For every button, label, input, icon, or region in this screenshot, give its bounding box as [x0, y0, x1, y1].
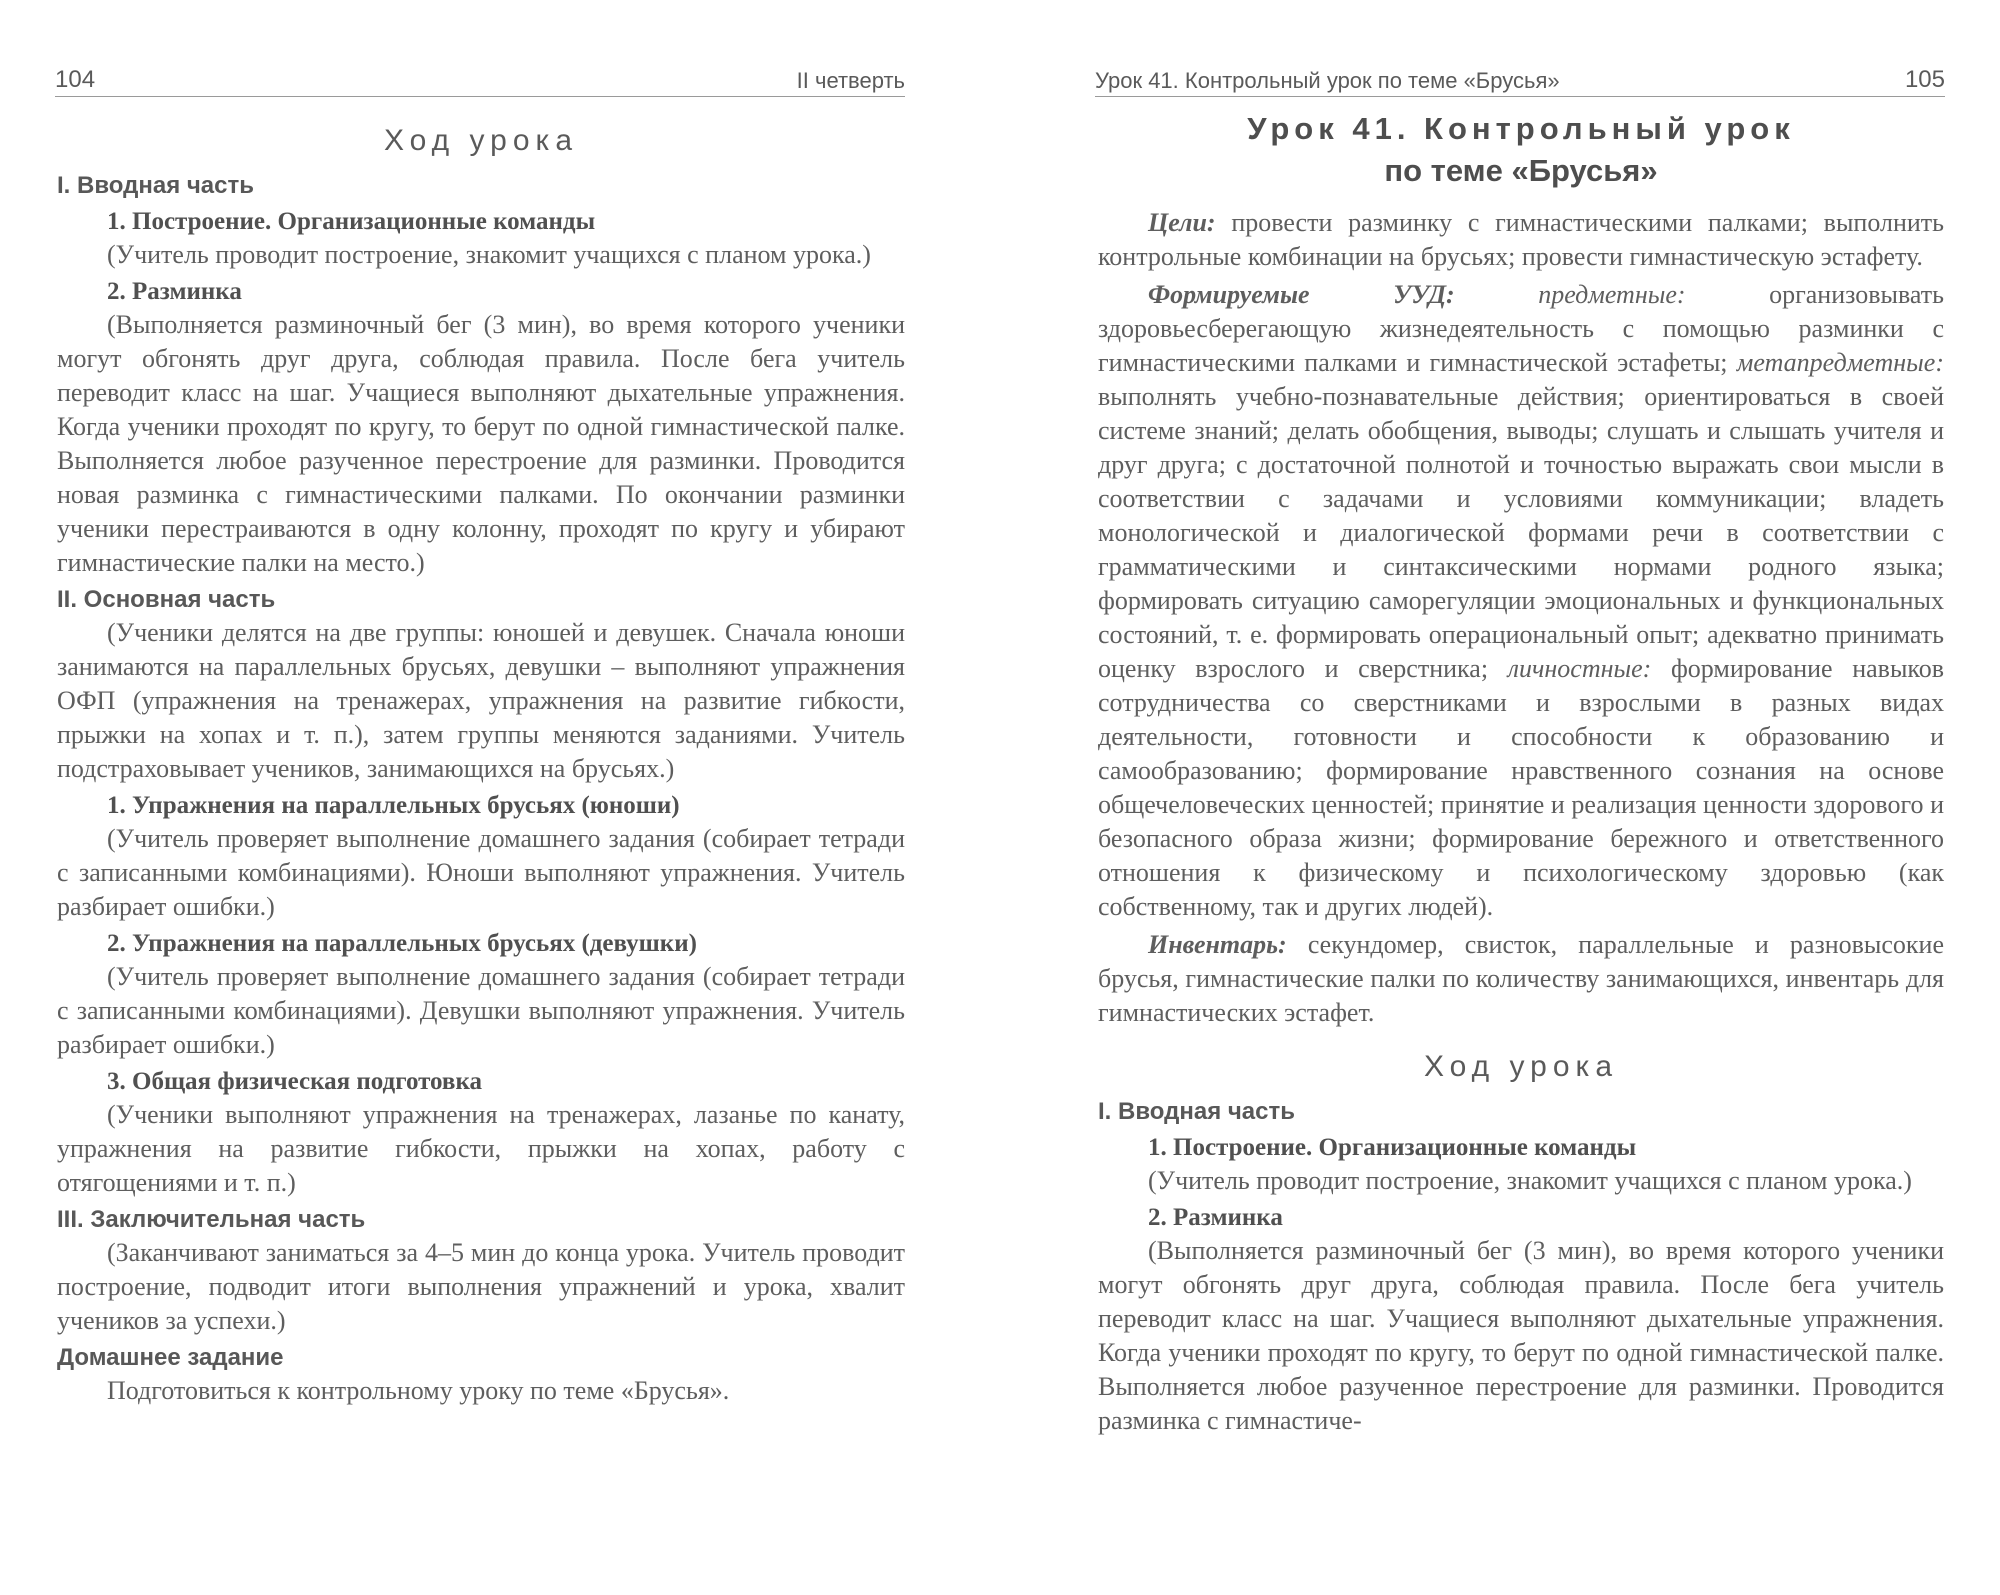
lesson-title [1098, 108, 1944, 192]
subsection-bars-boys: 1. Упражнения на параллельных брусьях (юноши) [107, 792, 680, 819]
section-homework: Домашнее задание [57, 1344, 284, 1371]
paragraph: (Учитель проводит построение, знакомит учащихся с планом урока.) [1148, 1166, 1912, 1195]
uud-subject-label: предметные: [1454, 280, 1686, 309]
subsection-formation: 1. Построение. Организационные команды [107, 208, 596, 235]
right-page-number: 105 [1904, 66, 1945, 93]
goals-label: Цели: [1148, 208, 1216, 237]
section-final: III. Заключительная часть [57, 1206, 366, 1233]
section-introduction: I. Вводная часть [57, 172, 255, 199]
uud-label: Формируемые УУД: [1148, 280, 1455, 309]
right-running-head-text: Урок 41. Контрольный урок по теме «Брусья» [1095, 68, 1560, 93]
paragraph: (Выполняется разминочный бег (3 мин), во время которого ученики могут обгонять друг друга, соблюдая правила. После бега учитель переводит класс на шаг. Учащиеся выполняют дыхательные упражнения. Когда ученики проходят по кругу, то берут по одной гимнастической палке. Выполняется любое разученное перестроение для разминки. Проводится новая разминка с гимнастическими палками. По окончании разминки ученики перестраиваются в одну колонну, проходят по кругу и убирают гимнастические палки на место.) [57, 310, 905, 577]
left-column [57, 118, 905, 1408]
left-heading: Ход урока [383, 124, 579, 157]
uud-subject-text: организовывать здоровьесберегающую жизнедеятельность с помощью разминки с гимнастическими палками и гимнастической эстафеты; [1098, 280, 1944, 377]
paragraph: (Учитель проверяет выполнение домашнего задания (собирает тетради с записанными комбинациями). Юноши выполняют упражнения. Учитель разбирает ошибки.) [57, 824, 905, 921]
goals-paragraph [1098, 206, 1944, 274]
subsection-warmup: 2. Разминка [1148, 1204, 1283, 1231]
paragraph: (Ученики делятся на две группы: юношей и девушек. Сначала юноши занимаются на параллельных брусьях, девушки – выполняют упражнения ОФП (упражнения на тренажерах, упражнения на развитие гибкости, прыжки на хопах и т. п.), затем группы меняются заданиями. Учитель подстраховывает учеников, занимающихся на брусьях.) [57, 618, 905, 783]
paragraph: (Ученики выполняют упражнения на тренажерах, лазанье по канату, упражнения на развитие гибкости, прыжки на хопах, работу с отягощениями и т. п.) [57, 1100, 905, 1197]
uud-personal-text: формирование навыков сотрудничества со сверстниками и взрослыми в разных видах деятельности, готовности и способности к образованию и самообразованию; формирование нравственного сознания на основе общечеловеческих ценностей; принятие и реализация ценности здорового и безопасного образа жизни; формирование бережного и ответственного отношения к физическому и психологическому здоровью (как собственному, так и других людей). [1098, 654, 1944, 921]
inventory-label: Инвентарь: [1148, 930, 1287, 959]
subsection-general-training: 3. Общая физическая подготовка [107, 1068, 482, 1095]
lesson-title-line-1: Урок 41. Контрольный урок [1247, 111, 1795, 146]
goals-text: провести разминку с гимнастическими палками; выполнить контрольные комбинации на брусьях; провести гимнастическую эстафету. [1098, 208, 1944, 271]
left-running-head [55, 62, 905, 97]
subsection-bars-girls: 2. Упражнения на параллельных брусьях (девушки) [107, 930, 697, 957]
paragraph: Подготовиться к контрольному уроку по теме «Брусья». [107, 1376, 730, 1405]
right-column [1098, 100, 1944, 1438]
uud-meta-label: метапредметные: [1727, 348, 1944, 377]
paragraph: (Заканчивают заниматься за 4–5 мин до конца урока. Учитель проводит построение, подводит итоги выполнения упражнений и урока, хвалит учеников за успехи.) [57, 1238, 905, 1335]
subsection-warmup: 2. Разминка [107, 278, 242, 305]
section-main: II. Основная часть [57, 586, 276, 613]
paragraph: (Учитель проводит построение, знакомит учащихся с планом урока.) [107, 240, 871, 269]
subsection-formation: 1. Построение. Организационные команды [1148, 1134, 1637, 1161]
left-page-number: 104 [55, 66, 96, 93]
uud-paragraph [1098, 278, 1944, 924]
inventory-paragraph [1098, 928, 1944, 1030]
inventory-text: секундомер, свисток, параллельные и разновысокие брусья, гимнастические палки по количеству занимающихся, инвентарь для гимнастических эстафет. [1098, 930, 1944, 1027]
uud-personal-label: личностные: [1488, 654, 1652, 683]
right-running-head [1095, 62, 1945, 97]
right-page [1000, 0, 2000, 1595]
section-introduction: I. Вводная часть [1098, 1098, 1296, 1125]
lesson-title-line-2: по теме «Брусья» [1384, 153, 1658, 188]
paragraph: (Учитель проверяет выполнение домашнего задания (собирает тетради с записанными комбинациями). Девушки выполняют упражнения. Учитель разбирает ошибки.) [57, 962, 905, 1059]
left-running-head-text: II четверть [796, 68, 905, 93]
uud-meta-text: выполнять учебно-познавательные действия; ориентироваться в своей системе знаний; делать обобщения, выводы; слушать и слышать учителя и друг друга; с достаточной полнотой и точностью выражать свои мысли в соответствии с задачами и условиями коммуникации; владеть монологической и диалогической формами речи в соответствии с грамматическими и синтаксическими нормами родного языка; формировать ситуацию саморегуляции эмоциональных и функциональных состояний, т. е. формировать операциональный опыт; адекватно принимать оценку взрослого и сверстника; [1098, 382, 1944, 683]
right-heading: Ход урока [1423, 1050, 1619, 1083]
paragraph: (Выполняется разминочный бег (3 мин), во время которого ученики могут обгонять друг друга, соблюдая правила. После бега учитель переводит класс на шаг. Учащиеся выполняют дыхательные упражнения. Когда ученики проходят по кругу, то берут по одной гимнастической палке. Выполняется любое разученное перестроение для разминки. Проводится разминка с гимнастиче- [1098, 1236, 1944, 1435]
